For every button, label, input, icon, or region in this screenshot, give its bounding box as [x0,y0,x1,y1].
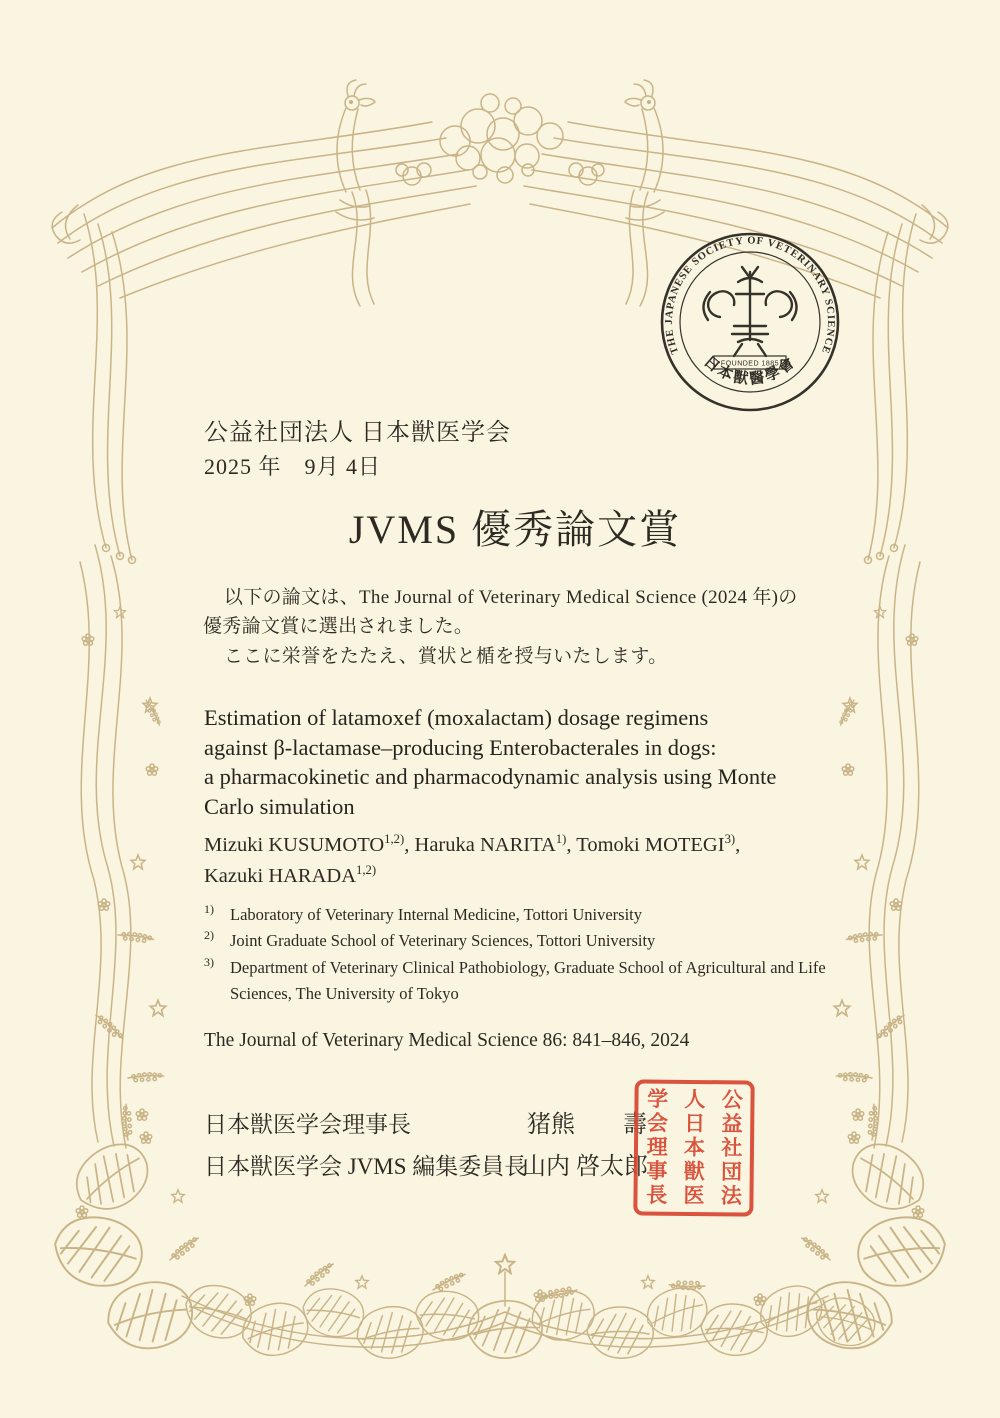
seal-founded-text: FOUNDED 1885 [720,360,780,368]
award-title: JVMS 優秀論文賞 [348,507,682,552]
stamp-column: 学会理事長 [643,1087,670,1208]
seal-ring-text: THE JAPANESE SOCIETY OF VETERINARY SCIENCE [663,235,837,356]
paper-title-line: a pharmacokinetic and pharmacodynamic analysis using Monte [204,764,777,790]
author-name: , Tomoki MOTEGI [566,834,725,856]
statement-line: ここに栄誉をたたえ、賞状と楯を授与いたします。 [223,645,668,667]
paper-title [204,703,776,822]
statement-line: 優秀論文賞に選出されました。 [203,616,474,638]
red-seal-stamp [633,1079,754,1216]
affiliation-text: Laboratory of Veterinary Internal Medicine, Tottori University [230,905,642,924]
stamp-column: 人日本獣医 [680,1087,708,1209]
stamp-column: 公益社団法 [718,1088,745,1209]
society-seal [650,222,850,422]
affiliation-row [204,955,880,1008]
author-name: , Haruka NARITA [404,834,556,856]
journal-citation: The Journal of Veterinary Medical Science 86: 841–846, 2024 [204,1030,690,1051]
statement-line: 以下の論文は、The Journal of Veterinary Medical Science (2024 年)の [223,587,798,608]
side-ornament-left [80,545,166,1148]
affiliation-text: Department of Veterinary Clinical Pathobiology, Graduate School of Agricultural and Life Sciences, The University of Tokyo [230,957,826,1004]
phoenix-ornament-left [52,80,476,564]
affiliation-marker: 2) [204,928,214,943]
paper-title-line: against β-lactamase–producing Enterobacterales in dogs: [204,734,717,760]
author-affil-marker: 1) [555,832,567,847]
authors-line [204,830,740,861]
paper-title-line: Carlo simulation [204,794,355,820]
author-affil-marker: 1,2) [356,862,377,877]
affiliation-row [204,902,880,928]
author-name: Kazuki HARADA [204,864,357,887]
affiliation-marker: 3) [204,954,214,969]
author-affil-marker: 3) [724,832,736,847]
cloud-ornament [440,94,563,183]
author-name: Mizuki KUSUMOTO [204,834,385,856]
authors-line [204,861,740,892]
organization-name: 公益社団法人 日本獣医学会 [204,420,511,446]
affiliation-row [204,928,880,954]
signature-title-president: 日本獣医学会理事長 [204,1112,411,1137]
signature-name-editor: 山内 啓太郎 [522,1154,648,1180]
authors [204,830,740,892]
signature-title-editor: 日本獣医学会 JVMS 編集委員長 [204,1154,528,1179]
affiliation-marker: 1) [204,902,214,916]
award-statement [203,583,798,671]
signature-name-president: 猪熊 壽 [527,1112,647,1138]
author-separator: , [735,834,741,856]
seal-bottom-text: 日本獸醫學會 [700,352,800,388]
bottom-garland-ornament [179,1255,881,1362]
paper-title-line: Estimation of latamoxef (moxalactam) dosage regimens [204,705,709,730]
affiliations [204,902,880,1008]
seal-emblem [703,267,796,356]
affiliation-text: Joint Graduate School of Veterinary Sciences, Tottori University [230,931,656,951]
issue-date: 2025 年 9月 4日 [204,454,382,479]
author-affil-marker: 1,2) [384,832,405,847]
